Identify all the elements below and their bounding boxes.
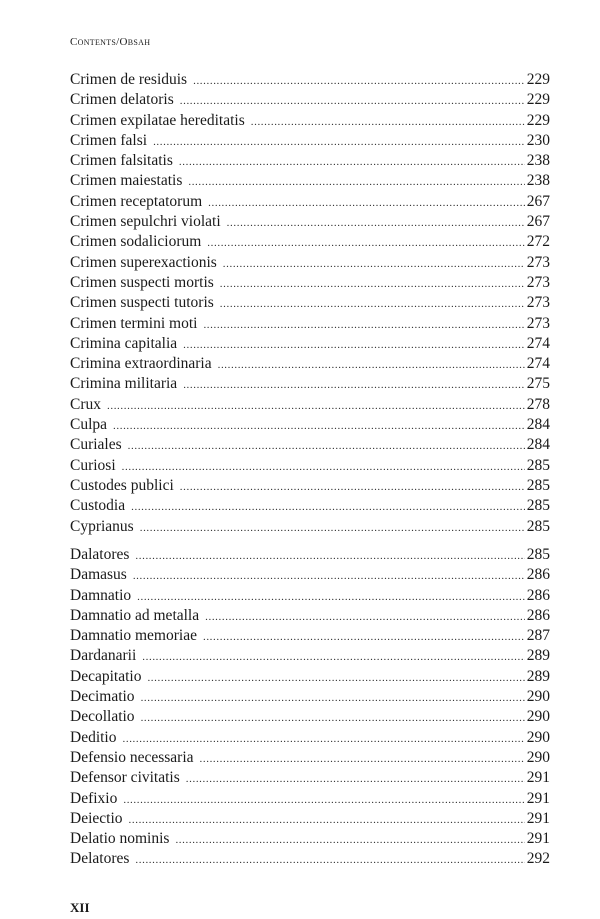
toc-entry-term: Crimen superexactionis [70,253,217,271]
running-header: Contents/Obsah [70,36,151,48]
toc-entry [70,415,550,435]
toc-entry-page: 290 [526,728,550,746]
toc-entry-term: Crimen suspecti mortis [70,273,214,291]
toc-entry-page: 285 [526,456,550,474]
toc-entry [70,476,550,496]
toc-entry-page: 290 [526,708,550,726]
dot-leader [203,315,524,335]
toc-entry [70,707,550,727]
toc-entry [70,606,550,626]
toc-entry [70,354,550,374]
toc-entry [70,90,550,110]
toc-entry-page: 287 [526,627,550,645]
toc-entry-page: 289 [526,667,550,685]
toc-entry-term: Crux [70,395,101,413]
toc-entry [70,748,550,768]
toc-entry-page: 286 [526,566,550,584]
dot-leader [128,436,525,456]
dot-leader [223,254,525,274]
dot-leader [122,457,525,477]
toc-entry [70,626,550,646]
toc-entry-page: 273 [526,273,550,291]
toc-entry-term: Damasus [70,566,127,584]
toc-entry [70,232,550,252]
toc-entry-term: Delatio nominis [70,830,170,848]
dot-leader [183,375,525,395]
toc-entry-page: 290 [526,688,550,706]
toc-entry [70,253,550,273]
toc-entry [70,293,550,313]
dot-leader [135,546,524,566]
dot-leader [180,477,525,497]
toc-entry-term: Crimen maiestatis [70,172,183,190]
toc-entry-page: 285 [526,546,550,563]
toc-entry [70,70,550,90]
toc-entry-page: 284 [526,416,550,434]
toc-entry [70,545,550,565]
toc-entry [70,768,550,788]
dot-leader [193,71,525,91]
toc-entry-page: 284 [526,436,550,454]
toc-entry-term: Damnatio ad metalla [70,606,200,624]
dot-leader [179,152,525,172]
toc-entry-term: Dalatores [70,546,130,563]
toc-entry-page: 267 [526,192,550,210]
dot-leader [218,355,525,375]
dot-leader [207,233,524,253]
toc-entry [70,849,550,869]
dot-leader [142,647,524,667]
toc-entry [70,809,550,829]
toc-entry-term: Damnatio memoriae [70,627,197,645]
toc-entry-term: Crimen falsitatis [70,152,173,170]
dot-leader [123,790,524,810]
dot-leader [113,416,525,436]
toc-entry-term: Culpa [70,416,108,434]
dot-leader [133,566,525,586]
dot-leader [137,587,525,607]
toc-entry-term: Crimen receptatorum [70,192,203,210]
toc-entry-term: Delatores [70,850,130,868]
toc-entry-term: Defensio necessaria [70,748,194,766]
toc-entry [70,687,550,707]
toc-entry-term: Curiales [70,436,122,454]
toc-entry-page: 292 [526,850,550,868]
toc-entry-page: 285 [526,517,550,535]
toc-entry [70,395,550,415]
toc-entry [70,131,550,151]
dot-leader [107,396,525,416]
toc-entry-term: Crimen suspecti tutoris [70,294,214,312]
toc-entry-page: 273 [526,294,550,312]
toc-entry-page: 238 [526,172,550,190]
toc-entry-page: 274 [526,334,550,352]
toc-entry-term: Crimen termini moti [70,314,198,332]
toc-entry-page: 274 [526,355,550,373]
toc-entry-page: 286 [526,586,550,604]
toc-entry-term: Cyprianus [70,517,134,535]
toc-entry-term: Defixio [70,789,118,807]
toc-entry-term: Crimen delatoris [70,91,174,109]
toc-entry [70,565,550,585]
toc-entry-term: Curiosi [70,456,116,474]
toc-entry-page: 272 [526,233,550,251]
toc-entry [70,646,550,666]
toc-entry-page: 267 [526,213,550,231]
toc-entry [70,374,550,394]
dot-leader [208,193,525,213]
toc-entry-page: 275 [526,375,550,393]
dot-leader [200,749,525,769]
dot-leader [135,850,524,870]
toc-entry [70,667,550,687]
toc-entry [70,789,550,809]
toc-entry [70,728,550,748]
toc-entry-page: 291 [526,789,550,807]
dot-leader [131,497,525,517]
toc-entry-page: 291 [526,769,550,787]
toc-entry [70,456,550,476]
dot-leader [141,688,525,708]
dot-leader [141,708,525,728]
toc-entry-term: Dardanarii [70,647,137,665]
toc-entry-term: Defensor civitatis [70,769,180,787]
toc-entry-term: Decapitatio [70,667,142,685]
toc-entry-page: 229 [526,91,550,109]
dot-leader [129,810,525,830]
toc-entry [70,496,550,516]
dot-leader [175,830,524,850]
contents-group-c [70,70,550,537]
toc-entry-term: Decimatio [70,688,135,706]
toc-entry [70,273,550,293]
toc-entry-page: 285 [526,476,550,494]
toc-entry [70,212,550,232]
dot-leader [227,213,525,233]
toc-entry-term: Custodes publici [70,476,174,494]
toc-entry-term: Custodia [70,497,126,515]
toc-entry-term: Crimen falsi [70,131,148,149]
toc-entry [70,517,550,537]
toc-entry-term: Crimina capitalia [70,334,178,352]
toc-entry-term: Crimen sepulchri violati [70,213,221,231]
toc-entry-term: Crimina extraordinaria [70,355,212,373]
toc-entry [70,111,550,131]
dot-leader [220,274,525,294]
toc-entry-term: Deiectio [70,809,123,827]
toc-entry-page: 289 [526,647,550,665]
contents-group-d [70,545,550,870]
toc-entry-page: 230 [526,131,550,149]
toc-entry-page: 229 [526,111,550,129]
toc-entry-term: Damnatio [70,586,132,604]
dot-leader [251,112,525,132]
toc-entry [70,334,550,354]
dot-leader [180,91,525,111]
toc-entry [70,192,550,212]
toc-entry [70,171,550,191]
toc-entry [70,435,550,455]
toc-entry [70,829,550,849]
toc-entry-page: 238 [526,152,550,170]
toc-entry-page: 290 [526,748,550,766]
dot-leader [220,294,525,314]
toc-entry-page: 278 [526,395,550,413]
toc-entry-term: Crimina militaria [70,375,178,393]
dot-leader [123,729,525,749]
dot-leader [153,132,525,152]
toc-entry-term: Deditio [70,728,117,746]
toc-entry-page: 291 [526,809,550,827]
toc-entry-term: Decollatio [70,708,135,726]
page-number: XII [70,900,90,915]
toc-entry-page: 229 [526,71,550,88]
toc-entry [70,586,550,606]
toc-entry-page: 285 [526,497,550,515]
dot-leader [186,769,525,789]
dot-leader [188,172,524,192]
dot-leader [203,627,525,647]
dot-leader [205,607,525,627]
dot-leader [147,668,524,688]
toc-entry-term: Crimen sodaliciorum [70,233,202,251]
dot-leader [140,518,525,538]
dot-leader [183,335,525,355]
toc-entry-page: 291 [526,830,550,848]
toc-entry-term: Crimen expilatae hereditatis [70,111,245,129]
toc-entry-page: 273 [526,314,550,332]
toc-entry-page: 273 [526,253,550,271]
toc-entry [70,314,550,334]
toc-entry-term: Crimen de residuis [70,71,188,88]
toc-entry [70,151,550,171]
toc-entry-page: 286 [526,606,550,624]
